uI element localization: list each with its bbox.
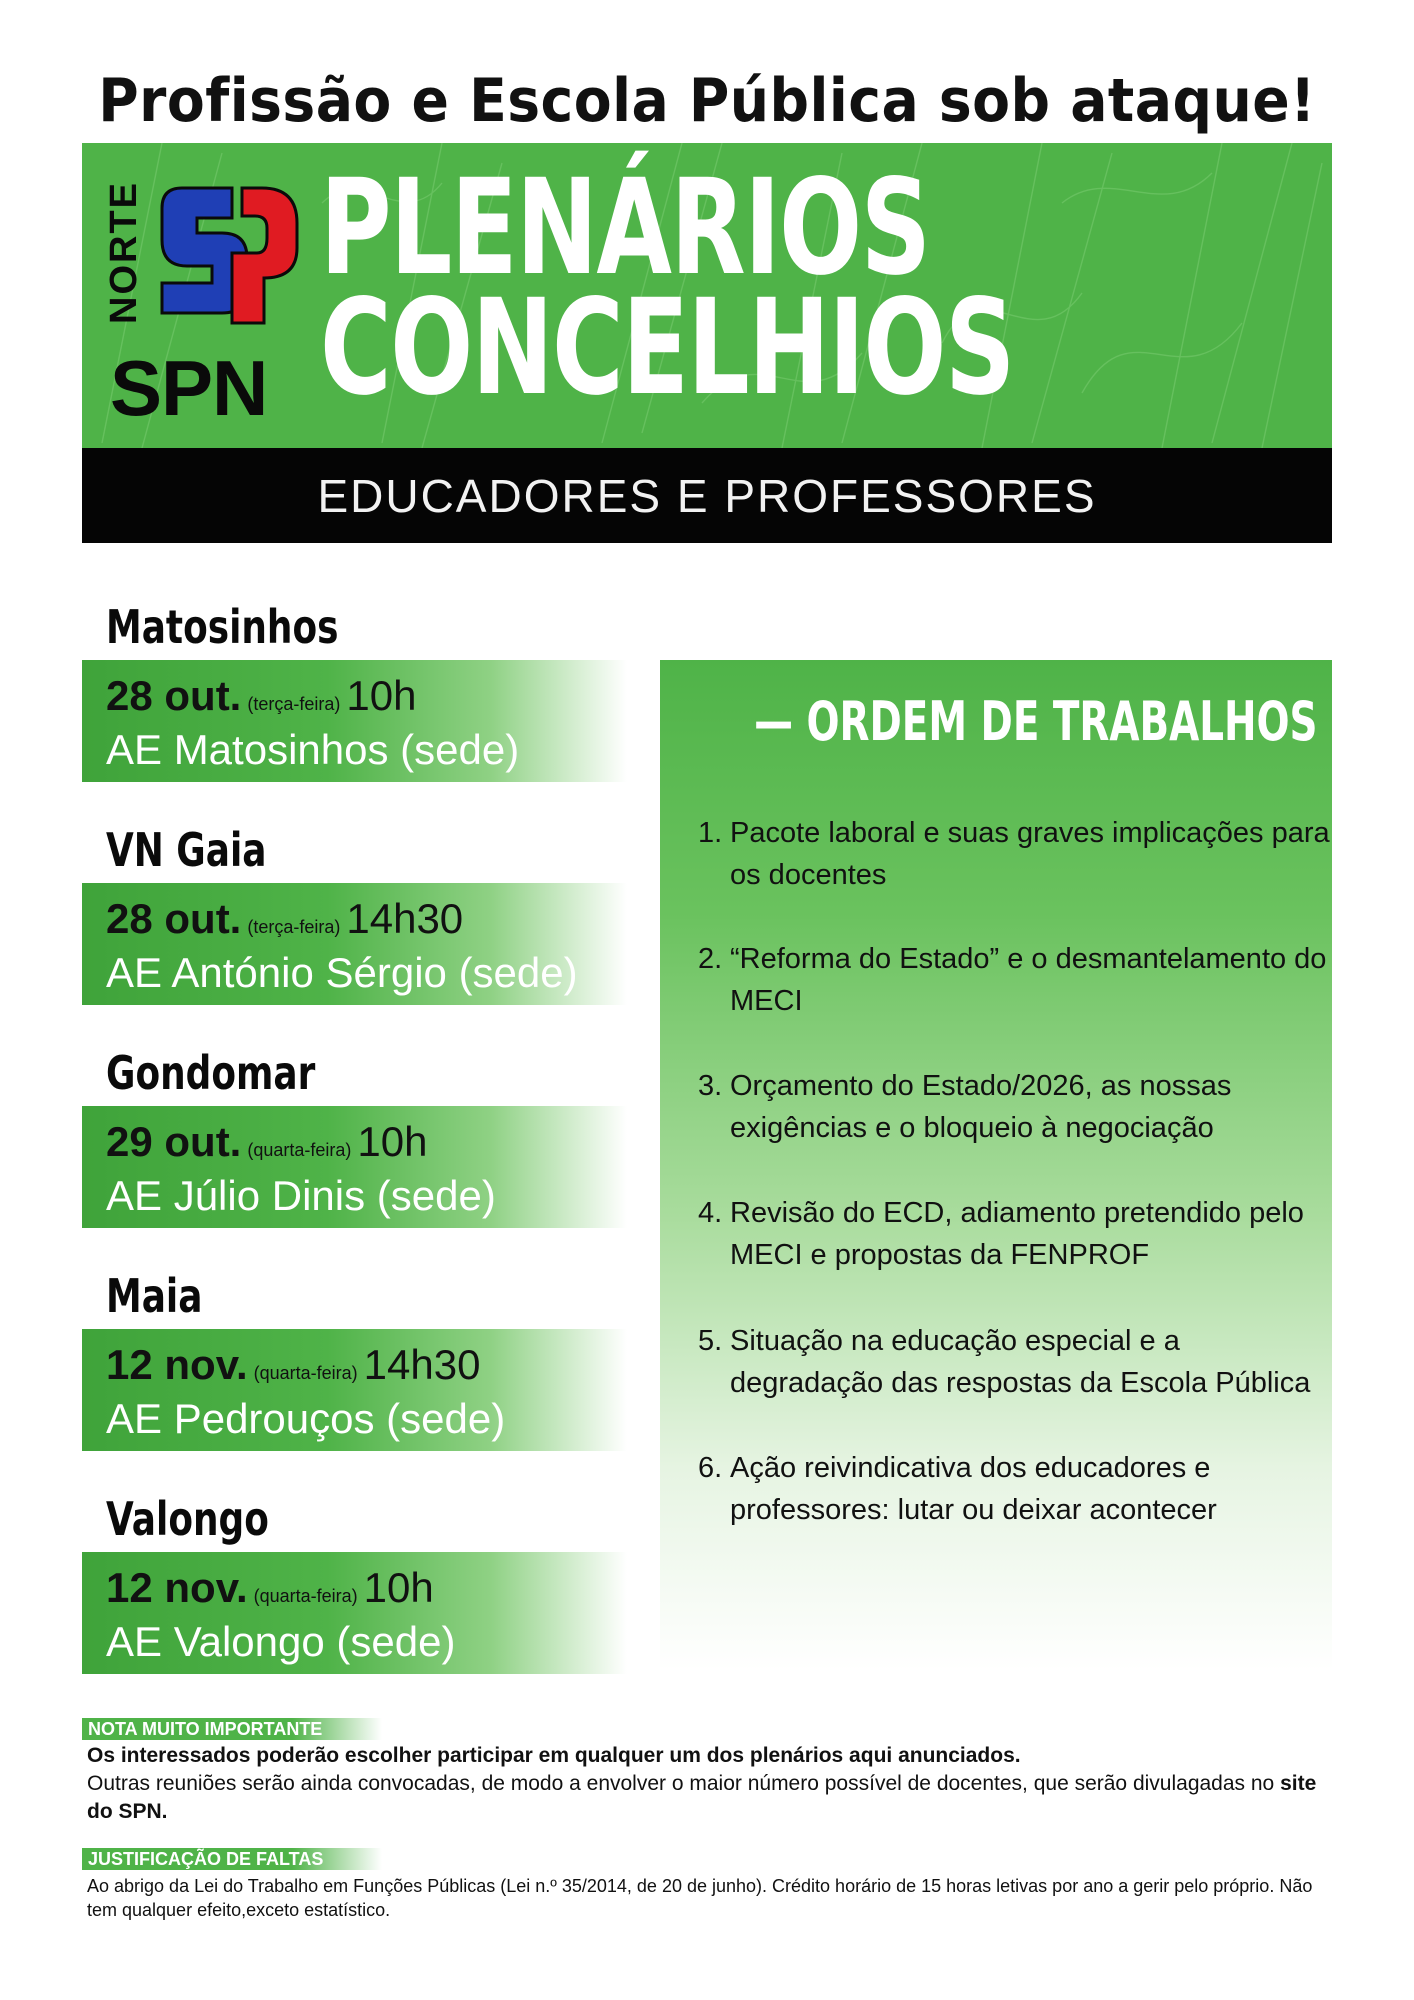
meeting-place: VN Gaia (106, 823, 267, 877)
headline: Profissão e Escola Pública sob ataque! (98, 66, 1316, 136)
meeting-date: 28 out. (106, 672, 242, 719)
agenda-item-text: Pacote laboral e suas graves implicações para os docentes (730, 817, 1330, 891)
meeting-time: 14h30 (363, 1341, 481, 1388)
note-text: Outras reuniões serão ainda convocadas, de modo a envolver o maior número possível de docentes, que serão divulagadas no (87, 1772, 1281, 1795)
meeting-weekday: (terça-feira) (247, 694, 341, 714)
subtitle-band (82, 448, 1332, 543)
meeting-date: 12 nov. (106, 1564, 248, 1611)
meeting-time: 14h30 (346, 895, 464, 942)
justification-text: Ao abrigo da Lei do Trabalho em Funções Públicas (Lei n.º 35/2014, de 20 de junho). Crédito horário de 15 horas letivas por ano a gerir pelo próprio. Não tem qualquer efeito,exceto estatístico. (87, 1876, 1313, 1920)
agenda-item-text: Ação reivindicativa dos educadores e professores: lutar ou deixar acontecer (730, 1452, 1217, 1526)
meeting-box (82, 660, 627, 782)
note-body (87, 1742, 1327, 1826)
agenda-item-number: 6. (698, 1452, 723, 1484)
meeting-date: 29 out. (106, 1118, 242, 1165)
meeting-weekday: (terça-feira) (247, 917, 341, 937)
meeting-box (82, 1106, 627, 1228)
meeting-place: Gondomar (106, 1046, 316, 1100)
note-paragraph (87, 1770, 1327, 1826)
agenda-item-number: 5. (698, 1325, 723, 1357)
meeting-time: 10h (346, 672, 417, 719)
meeting-box (82, 883, 627, 1005)
meeting-place: Valongo (106, 1492, 269, 1546)
logo-spn-text: SPN (110, 344, 268, 432)
meeting-venue: AE Júlio Dinis (sede) (106, 1172, 496, 1219)
meeting-time: 10h (363, 1564, 434, 1611)
meeting-date: 28 out. (106, 895, 242, 942)
subtitle: EDUCADORES E PROFESSORES (317, 469, 1097, 522)
meeting-weekday: (quarta-feira) (253, 1363, 358, 1383)
title-banner (82, 143, 1332, 448)
meeting-date: 12 nov. (106, 1341, 248, 1388)
title-line-2: CONCELHIOS (320, 271, 1014, 425)
agenda-item-text: Situação na educação especial e a degradação das respostas da Escola Pública (730, 1325, 1311, 1399)
meeting-box (82, 1329, 627, 1451)
meeting-venue: AE Matosinhos (sede) (106, 726, 520, 773)
title-line-1: PLENÁRIOS (320, 151, 930, 305)
agenda-item-text: Orçamento do Estado/2026, as nossas exigências e o bloqueio à negociação (730, 1070, 1232, 1144)
agenda-item-text: “Reforma do Estado” e o desmantelamento do MECI (730, 943, 1327, 1017)
agenda-title: — ORDEM DE TRABALHOS — (754, 690, 1370, 753)
meeting-venue: AE Valongo (sede) (106, 1618, 456, 1665)
agenda-item-text: Revisão do ECD, adiamento pretendido pelo MECI e propostas da FENPROF (730, 1197, 1304, 1271)
agenda-item-number: 3. (698, 1070, 723, 1102)
meeting-venue: AE Pedrouços (sede) (106, 1395, 506, 1442)
agenda-panel (660, 660, 1370, 1670)
agenda-item-number: 2. (698, 943, 723, 975)
meeting-venue: AE António Sérgio (sede) (106, 949, 578, 996)
meeting-box (82, 1552, 627, 1674)
note-label: NOTA MUITO IMPORTANTE (82, 1718, 382, 1740)
agenda-item-number: 1. (698, 817, 723, 849)
meeting-place: Matosinhos (106, 600, 339, 654)
agenda-item-number: 4. (698, 1197, 723, 1229)
meeting-weekday: (quarta-feira) (253, 1586, 358, 1606)
justification-label: JUSTIFICAÇÃO DE FALTAS (82, 1848, 382, 1870)
meeting-time: 10h (357, 1118, 428, 1165)
spn-logo-icon (152, 178, 302, 328)
meeting-place: Maia (106, 1269, 203, 1323)
spn-site-link[interactable]: site do SPN. (87, 1772, 1317, 1823)
note-bold-line: Os interessados poderão escolher participar em qualquer um dos plenários aqui anunciados. (87, 1744, 1021, 1767)
meeting-weekday: (quarta-feira) (247, 1140, 352, 1160)
logo-norte-text: NORTE (103, 181, 145, 325)
